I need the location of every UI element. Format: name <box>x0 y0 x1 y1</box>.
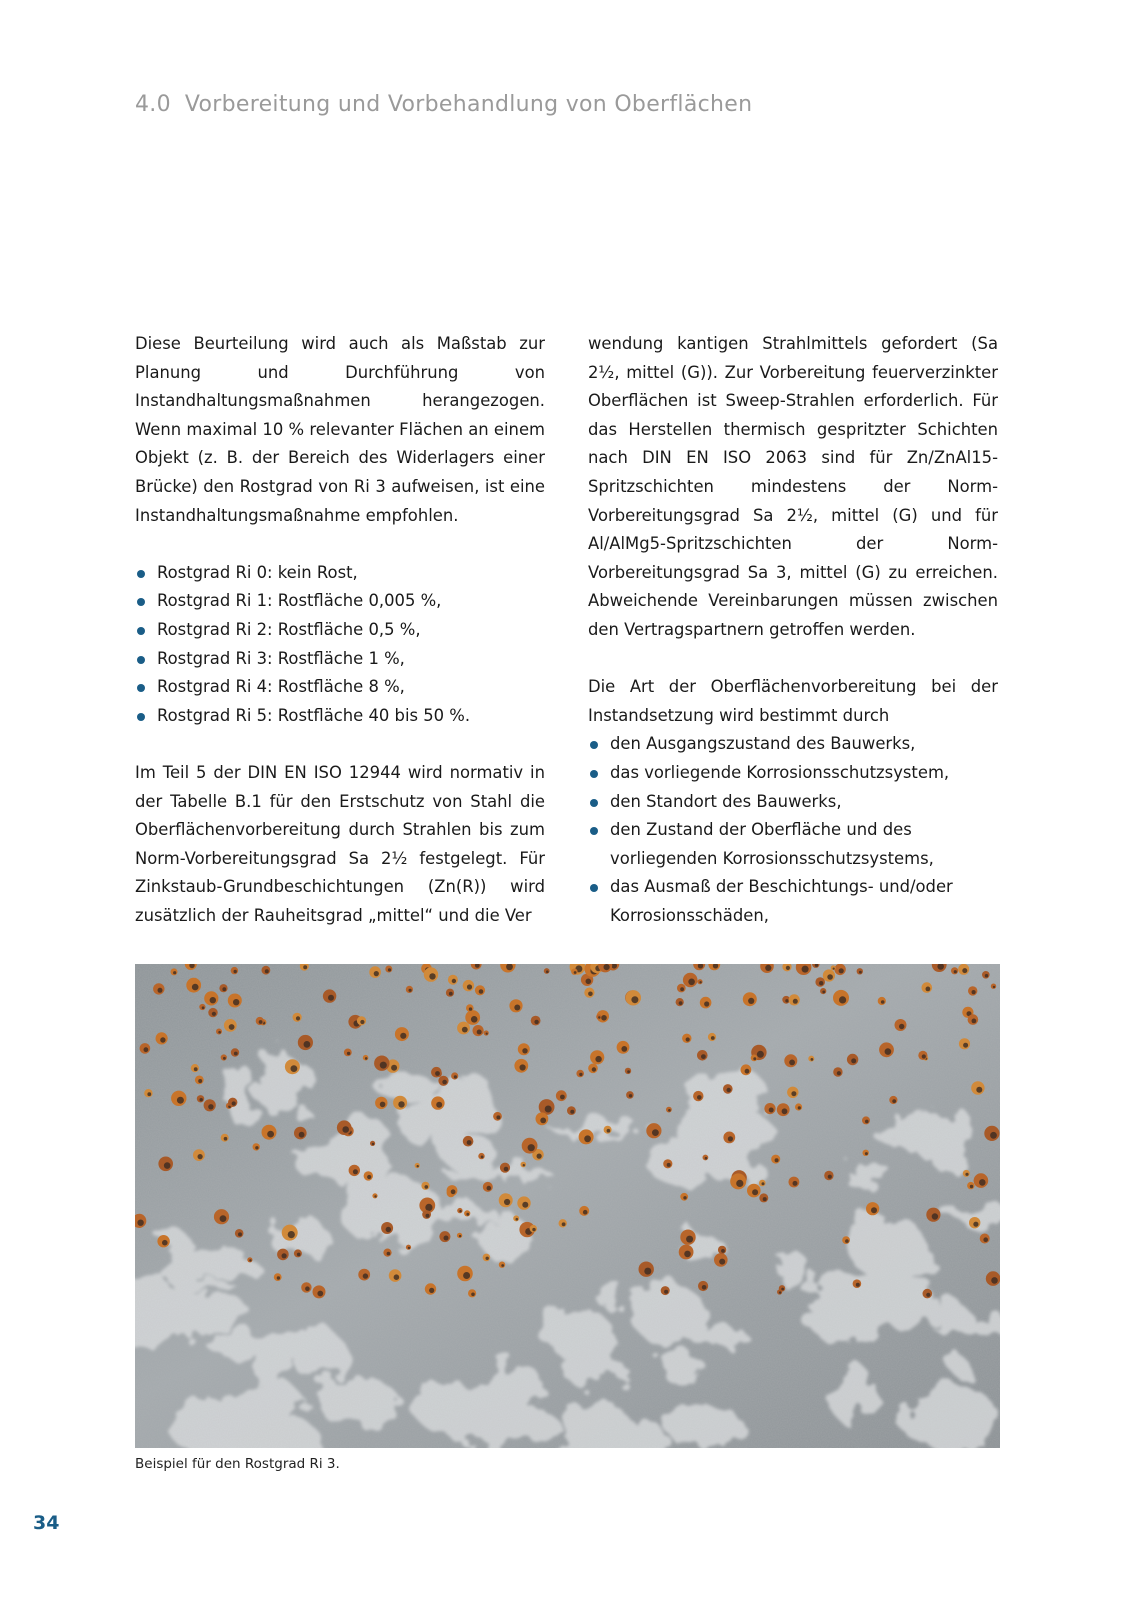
left-column <box>135 330 545 930</box>
bullet-icon <box>590 884 598 892</box>
rust-pit <box>328 995 334 1001</box>
rust-pit <box>147 1092 151 1096</box>
rust-pit <box>229 1024 235 1030</box>
rust-pit <box>985 974 988 977</box>
rust-pit <box>560 1095 565 1100</box>
rust-pit <box>463 1272 470 1279</box>
rust-pit <box>297 1253 301 1257</box>
rust-pit <box>514 1005 520 1011</box>
rust-pit <box>449 992 453 996</box>
rust-pit <box>579 1073 582 1076</box>
rust-pit <box>769 1108 774 1113</box>
rust-pit <box>528 1144 535 1151</box>
rust-pit <box>631 996 638 1003</box>
rust-pit <box>562 1222 566 1226</box>
rust-pit <box>545 1106 552 1113</box>
rust-pit <box>194 1067 198 1071</box>
rust-pit <box>160 1037 165 1042</box>
rust-pit <box>979 1179 986 1186</box>
rust-pit <box>798 1106 801 1109</box>
intro-paragraph: Diese Beurteilung wird auch als Maßstab zur Planung und Durchführung von Instandhaltungsmaßnahmen herangezogen. Wenn maximal 10 % relevanter Flächen an einem Objekt (z. B. der Bereich des Widerlagers einer Brücke) den Rostgrad von Ri 3 aufweisen, ist eine Instandhaltungsmaßnahme empfohlen. <box>135 334 545 525</box>
bullet-icon <box>590 827 598 835</box>
rust-pit <box>962 968 967 973</box>
rust-pit <box>644 1268 651 1275</box>
rust-pit <box>963 1043 968 1048</box>
rust-pit <box>232 1101 236 1105</box>
rust-pit <box>592 1067 596 1071</box>
rust-pit <box>990 1132 997 1139</box>
rust-pit <box>871 1207 877 1213</box>
rust-pit <box>595 1056 601 1062</box>
rust-pit <box>417 1165 419 1167</box>
rust-pit <box>224 1137 228 1141</box>
rust-pit <box>865 1152 868 1155</box>
rust-pit <box>391 1065 397 1071</box>
rust-pit <box>477 1030 482 1035</box>
bullet-icon <box>137 598 145 606</box>
list-item: Rostgrad Ri 2: Rostfläche 0,5 %, <box>135 616 545 645</box>
rust-pit <box>859 971 862 974</box>
rust-pit <box>684 1251 691 1258</box>
rust-pit <box>360 1020 364 1024</box>
rust-pit <box>387 1252 391 1256</box>
rust-pit <box>983 1237 988 1242</box>
rust-pit <box>583 1210 588 1215</box>
rust-pit <box>291 1065 298 1072</box>
bullet-icon <box>137 570 145 578</box>
rust-pit <box>220 1215 227 1222</box>
rust-pit <box>367 1175 371 1179</box>
rust-pit <box>425 1204 432 1211</box>
rust-pit <box>408 1247 410 1249</box>
rust-pit <box>779 1291 781 1293</box>
rust-pit <box>775 1158 779 1162</box>
rust-pit <box>881 1000 885 1004</box>
rust-pit <box>899 1024 904 1029</box>
rust-pit <box>388 968 391 971</box>
rust-pit <box>400 1033 406 1039</box>
rust-pit <box>727 1088 731 1092</box>
rust-pit <box>748 998 754 1004</box>
rust-pit <box>839 996 846 1003</box>
rust-pit <box>501 1264 504 1267</box>
rust-pit <box>459 1235 461 1237</box>
rust-pit <box>471 1293 475 1297</box>
rust-pit <box>303 965 307 969</box>
list-item: den Zustand der Oberfläche und des vorliegenden Korrosionsschutzsystems, <box>588 816 998 873</box>
rust-pit <box>162 1240 168 1246</box>
rust-pit <box>481 1156 484 1159</box>
rust-pit <box>426 1214 430 1218</box>
rust-pit <box>629 1094 632 1097</box>
rust-pit <box>267 1131 274 1138</box>
rust-pit <box>828 1175 832 1179</box>
factors-list <box>588 730 998 930</box>
rust-pit <box>719 1259 725 1265</box>
rust-pit <box>496 1115 500 1119</box>
rust-pit <box>374 1195 376 1197</box>
bullet-icon <box>137 656 145 664</box>
rust-pit <box>701 1054 706 1059</box>
rust-pit <box>728 1136 733 1141</box>
rust-pit <box>177 1097 184 1104</box>
factors-intro-paragraph: Die Art der Oberflächenvorbereitung bei der Instandsetzung wird bestimmt durch <box>588 677 998 725</box>
rust-pit <box>234 970 237 973</box>
rust-pit <box>819 981 823 985</box>
rust-pit <box>954 970 957 973</box>
rust-pit <box>991 1277 998 1284</box>
rust-pit <box>785 999 788 1002</box>
rust-pit <box>598 1016 600 1018</box>
rust-pit <box>837 1071 841 1075</box>
rust-pit <box>667 1163 671 1167</box>
rust-pit <box>454 1075 457 1078</box>
rust-pit <box>398 1101 404 1107</box>
rust-pit <box>394 1274 400 1280</box>
rust-pit <box>588 992 593 997</box>
rust-pit <box>745 1069 750 1074</box>
list-item: den Ausgangszustand des Bauwerks, <box>588 730 998 759</box>
bullet-icon <box>590 799 598 807</box>
rust-pit <box>234 1052 238 1056</box>
rust-pit <box>683 1196 686 1199</box>
rust-pit <box>885 1048 892 1055</box>
rust-pit <box>386 1227 391 1232</box>
rust-pit <box>425 1185 429 1189</box>
rust-pit <box>601 1015 607 1021</box>
rust-pit <box>522 1202 528 1208</box>
rust-pit <box>540 1118 546 1124</box>
rust-pit <box>208 1104 213 1109</box>
rust-pit <box>467 1140 472 1145</box>
rust-pit <box>688 979 695 986</box>
rust-pit <box>973 1222 978 1227</box>
rust-pit <box>856 1283 860 1287</box>
rust-pit <box>570 1110 574 1114</box>
rust-pit <box>192 984 199 991</box>
rust-pit <box>822 991 825 994</box>
rust-pit <box>522 1048 527 1053</box>
rust-pit <box>296 1016 300 1020</box>
rust-pit <box>238 1232 242 1236</box>
rust-pit <box>380 1102 386 1108</box>
bullet-icon <box>137 713 145 721</box>
rust-pit <box>442 1080 447 1085</box>
rust-pit <box>520 1064 526 1070</box>
bullet-icon <box>137 627 145 635</box>
rust-pit <box>699 981 701 983</box>
rust-pit <box>202 1006 205 1009</box>
bullet-icon <box>590 741 598 749</box>
rust-pit <box>504 1167 509 1172</box>
rust-pit <box>255 1146 258 1149</box>
rust-pit <box>827 974 833 980</box>
rust-pit <box>233 999 239 1005</box>
rust-pit <box>435 1071 440 1076</box>
list-item: Rostgrad Ri 5: Rostfläche 40 bis 50 %. <box>135 702 545 731</box>
rust-pit <box>789 1060 795 1066</box>
continuation-paragraph: wendung kantigen Strahlmittels gefordert (Sa 2½, mittel (G)). Zur Vorbereitung feuerverzinkter Oberflächen ist Sweep-Strahlen erforderlich. Für das Herstellen thermisch gespritzter Schichten nach DIN EN ISO 2063 sind für Zn/ZnAl15-Spritzschichten mindestens der Norm-Vorbereitungsgrad Sa 2½, mittel (G) und für Al/AlMg5-Spritzschichten der Norm-Vorbereitungsgrad Sa 3, mittel (G) zu erreichen. Abweichende Vereinbarungen müssen zwischen den Vertragspartnern getroffen werden. <box>588 334 998 639</box>
rust-grade-list <box>135 559 545 731</box>
rust-pit <box>993 986 995 988</box>
rust-pit <box>972 990 976 994</box>
rust-pit <box>249 1259 251 1261</box>
rust-pit <box>218 1031 221 1034</box>
standard-paragraph: Im Teil 5 der DIN EN ISO 12944 wird normativ in der Tabelle B.1 für den Erstschutz von Stahl die Oberflächenvorbereitung durch Strahlen bis zum Norm-Vorbereitungsgrad Sa 2½ festgelegt. Für Zinkstaub-Grundbeschichtungen (Zn(R)) wird zusätzlich der Rauheitsgrad „mittel“ und die Ver <box>135 762 545 925</box>
rust-pit <box>926 1293 930 1297</box>
rust-pit <box>305 1286 310 1291</box>
rust-pit <box>504 1199 510 1205</box>
rust-pit <box>537 1154 542 1159</box>
rust-pit <box>144 1047 149 1052</box>
rust-pit <box>462 1027 468 1033</box>
rust-pit <box>288 1231 295 1238</box>
rust-pit <box>363 1273 368 1278</box>
right-column <box>588 330 998 930</box>
rust-pit <box>574 971 577 974</box>
rust-pit <box>765 965 771 971</box>
rust-pit <box>451 1189 456 1194</box>
rust-pit <box>697 1095 702 1100</box>
rust-pit <box>380 1062 387 1069</box>
rust-pit <box>198 1079 202 1083</box>
rust-pit <box>429 1288 434 1293</box>
rust-pit <box>839 968 844 973</box>
rust-pit <box>752 1189 758 1195</box>
rust-pit <box>546 970 549 973</box>
rust-pit <box>222 987 226 991</box>
bullet-icon <box>137 684 145 692</box>
rust-pit <box>436 1102 442 1108</box>
rusted-surface-image <box>135 964 1000 1448</box>
rust-pit <box>466 1213 469 1216</box>
list-item: das Ausmaß der Beschichtungs- und/oder Korrosionsschäden, <box>588 873 998 930</box>
rust-pit <box>621 1046 627 1052</box>
rust-pit <box>516 1218 519 1221</box>
rust-example-photo <box>135 964 1000 1448</box>
rust-pit <box>523 1164 525 1166</box>
rust-pit <box>259 1020 263 1024</box>
rust-pit <box>586 979 592 985</box>
rust-pit <box>679 1001 683 1005</box>
rust-pit <box>365 1057 368 1060</box>
rust-pit <box>607 1129 611 1133</box>
rust-pit <box>793 1181 798 1186</box>
rust-pit <box>347 1052 350 1055</box>
rust-pit <box>342 1126 349 1133</box>
rust-pit <box>711 1036 715 1040</box>
rust-pit <box>680 987 684 991</box>
list-item: Rostgrad Ri 1: Rostfläche 0,005 %, <box>135 587 545 616</box>
rust-pit <box>158 988 163 993</box>
rust-pit <box>686 1037 690 1041</box>
rust-pit <box>317 1291 323 1297</box>
section-title: Vorbereitung und Vorbehandlung von Oberflächen <box>184 92 753 117</box>
rust-pit <box>265 969 269 973</box>
rust-pit <box>970 1185 973 1188</box>
rust-pit <box>721 1249 725 1253</box>
rust-pit <box>444 1236 449 1241</box>
page-number: 34 <box>33 1512 60 1534</box>
rust-pit <box>851 1058 856 1063</box>
rust-pit <box>304 1041 311 1048</box>
rust-pit <box>452 979 456 983</box>
rust-pit <box>932 1213 938 1219</box>
rust-pit <box>210 997 216 1003</box>
rust-pit <box>299 1132 305 1138</box>
rust-pit <box>704 1001 709 1006</box>
figure-caption: Beispiel für den Rostgrad Ri 3. <box>135 1456 340 1472</box>
rust-pit <box>753 1057 756 1060</box>
rust-pit <box>200 1098 203 1101</box>
rust-pit <box>277 1276 280 1279</box>
rust-pit <box>652 1129 659 1136</box>
section-header <box>135 92 752 117</box>
list-item: den Standort des Bauwerks, <box>588 788 998 817</box>
rust-pit <box>627 1070 630 1073</box>
rust-pit <box>173 971 176 974</box>
rust-pit <box>811 1058 814 1061</box>
rust-pit <box>965 1173 968 1176</box>
rust-pit <box>353 1169 358 1174</box>
rust-pit <box>479 989 484 994</box>
rust-pit <box>781 1288 784 1291</box>
rust-pit <box>486 1033 488 1035</box>
rust-pit <box>374 971 379 976</box>
rust-pit <box>198 1154 203 1159</box>
list-item: das vorliegende Korrosionsschutzsystem, <box>588 759 998 788</box>
rust-pit <box>429 973 435 979</box>
section-number: 4.0 <box>135 92 171 117</box>
rust-pit <box>705 1157 708 1160</box>
rust-pit <box>212 1012 216 1016</box>
rust-pit <box>467 984 472 989</box>
rust-pit <box>164 1162 171 1169</box>
rust-pit <box>922 1054 926 1058</box>
rust-pit <box>972 1019 977 1024</box>
rust-pit <box>534 1020 538 1024</box>
rust-pit <box>686 1236 693 1243</box>
rust-pit <box>584 1135 591 1142</box>
rust-pit <box>664 1290 668 1294</box>
rust-pit <box>372 1143 374 1145</box>
list-item: Rostgrad Ri 0: kein Rost, <box>135 559 545 588</box>
rust-pit <box>892 1099 896 1103</box>
rust-pit <box>487 1186 492 1191</box>
rust-pit <box>786 966 790 970</box>
rust-pit <box>845 1239 849 1243</box>
rust-pit <box>802 966 809 973</box>
rust-pit <box>604 964 610 970</box>
rust-pit <box>791 1091 796 1096</box>
rust-pit <box>757 1051 764 1058</box>
rust-pit <box>763 1197 767 1201</box>
list-item: Rostgrad Ri 4: Rostfläche 8 %, <box>135 673 545 702</box>
rust-pit <box>833 968 835 970</box>
rust-pit <box>459 1210 461 1212</box>
rust-pit <box>282 1253 287 1258</box>
rust-pit <box>137 1220 143 1226</box>
rust-pit <box>409 989 412 992</box>
rust-pit <box>532 1228 535 1231</box>
rust-pit <box>223 1057 226 1060</box>
rust-pit <box>469 1007 472 1010</box>
rust-pit <box>471 1016 478 1023</box>
rust-pit <box>702 1285 707 1290</box>
bullet-icon <box>590 770 598 778</box>
rust-pit <box>762 1182 765 1185</box>
rust-pit <box>926 987 931 992</box>
rust-pit <box>486 1257 489 1260</box>
list-item: Rostgrad Ri 3: Rostfläche 1 %, <box>135 645 545 674</box>
rust-pit <box>865 1120 869 1124</box>
rust-pit <box>782 1108 788 1114</box>
rust-pit <box>668 1109 671 1112</box>
rust-pit <box>793 999 798 1004</box>
rust-pit <box>736 1180 743 1187</box>
rust-pit <box>976 1087 982 1093</box>
